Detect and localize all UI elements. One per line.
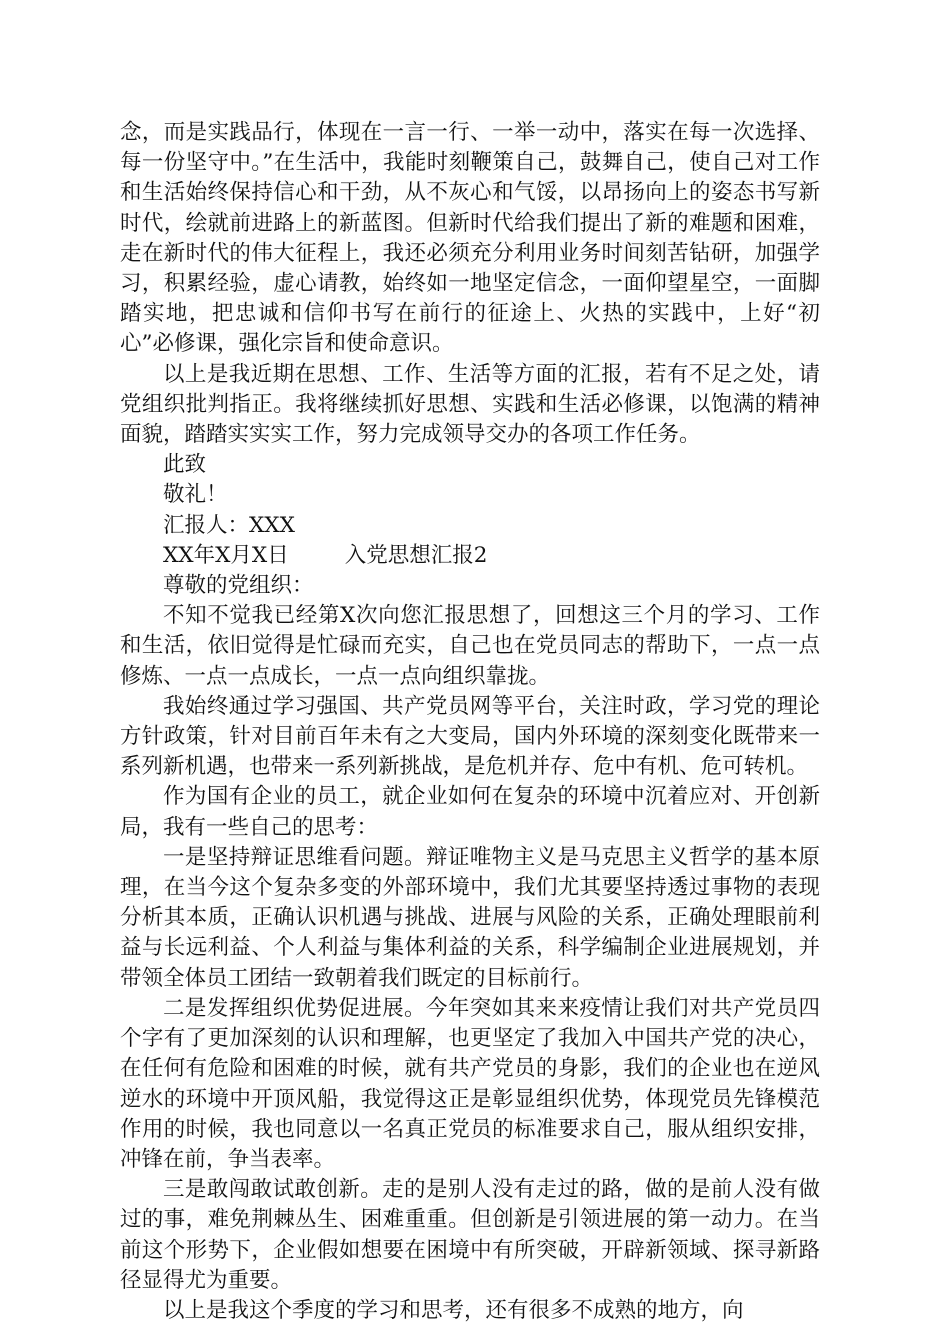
closing-respect: 敬礼！ bbox=[163, 482, 228, 508]
body-paragraph: 以上是我这个季度的学习和思考，还有很多不成熟的地方，向 bbox=[163, 1297, 744, 1323]
closing-salute: 此致 bbox=[163, 452, 207, 478]
body-paragraph: 三是敢闯敢试敢创新。走的是别人没有走过的路，做的是前人没有做过的事，难免荆棘丛生、困难重重。但创新是引领进展的第一动力。在当前这个形势下，企业假如想要在困境中有所突破，开辟新领域、探寻新路径显得尤为重要。 bbox=[120, 1177, 820, 1293]
body-paragraph: 我始终通过学习强国、共产党员网等平台，关注时政，学习党的理论方针政策，针对目前百年未有之大变局，国内外环境的深刻变化既带来一系列新机遇，也带来一系列新挑战，是危机并存、危中有机、危可转机。 bbox=[120, 693, 820, 780]
reporter-line: 汇报人：XXX bbox=[163, 512, 295, 538]
body-paragraph: 一是坚持辩证思维看问题。辩证唯物主义是马克思主义哲学的基本原理，在当今这个复杂多变的外部环境中，我们尤其要坚持透过事物的表现分析其本质，正确认识机遇与挑战、进展与风险的关系，正确处理眼前利益与长远利益、个人利益与集体利益的关系，科学编制企业进展规划，并带领全体员工团结一致朝着我们既定的目标前行。 bbox=[120, 844, 820, 991]
document-body bbox=[120, 118, 820, 1326]
paragraph-summary: 以上是我近期在思想、工作、生活等方面的汇报，若有不足之处，请党组织批判指正。我将继续抓好思想、实践和生活必修课，以饱满的精神面貌，踏踏实实实工作，努力完成领导交办的各项工作任务。 bbox=[120, 361, 820, 448]
paragraph-continuation: 念，而是实践品行，体现在一言一行、一举一动中，落实在每一次选择、每一份坚守中。”在生活中，我能时刻鞭策自己，鼓舞自己，使自己对工作和生活始终保持信心和干劲，从不灰心和气馁，以昂扬向上的姿态书写新时代，绘就前进路上的新蓝图。但新时代给我们提出了新的难题和困难，走在新时代的伟大征程上，我还必须充分利用业务时间刻苦钻研，加强学习，积累经验，虚心请教，始终如一地坚定信念，一面仰望星空，一面脚踏实地，把忠诚和信仰书写在前行的征途上、火热的实践中，上好“初心”必修课，强化宗旨和使命意识。 bbox=[120, 120, 820, 357]
body-paragraph: 不知不觉我已经第X次向您汇报思想了，回想这三个月的学习、工作和生活，依旧觉得是忙碌而充实，自己也在党员同志的帮助下，一点一点修炼、一点一点成长，一点一点向组织靠拢。 bbox=[120, 603, 820, 689]
date-and-title-line bbox=[120, 541, 820, 571]
greeting: 尊敬的党组织： bbox=[163, 573, 314, 599]
body-paragraph: 二是发挥组织优势促进展。今年突如其来来疫情让我们对共产党员四个字有了更加深刻的认识和理解，也更坚定了我加入中国共产党的决心，在任何有危险和困难的时候，就有共产党员的身影，我们的企业也在逆风逆水的环境中开顶风船，我觉得这正是彰显组织优势，体现党员先锋模范作用的时候，我也同意以一名真正党员的标准要求自己，服从组织安排，冲锋在前，争当表率。 bbox=[120, 995, 820, 1172]
next-report-title: 入党思想汇报2 bbox=[344, 542, 488, 568]
report-date: XX年X月X日 bbox=[163, 542, 289, 568]
body-paragraph: 作为国有企业的员工，就企业如何在复杂的环境中沉着应对、开创新局，我有一些自己的思考： bbox=[120, 784, 820, 840]
